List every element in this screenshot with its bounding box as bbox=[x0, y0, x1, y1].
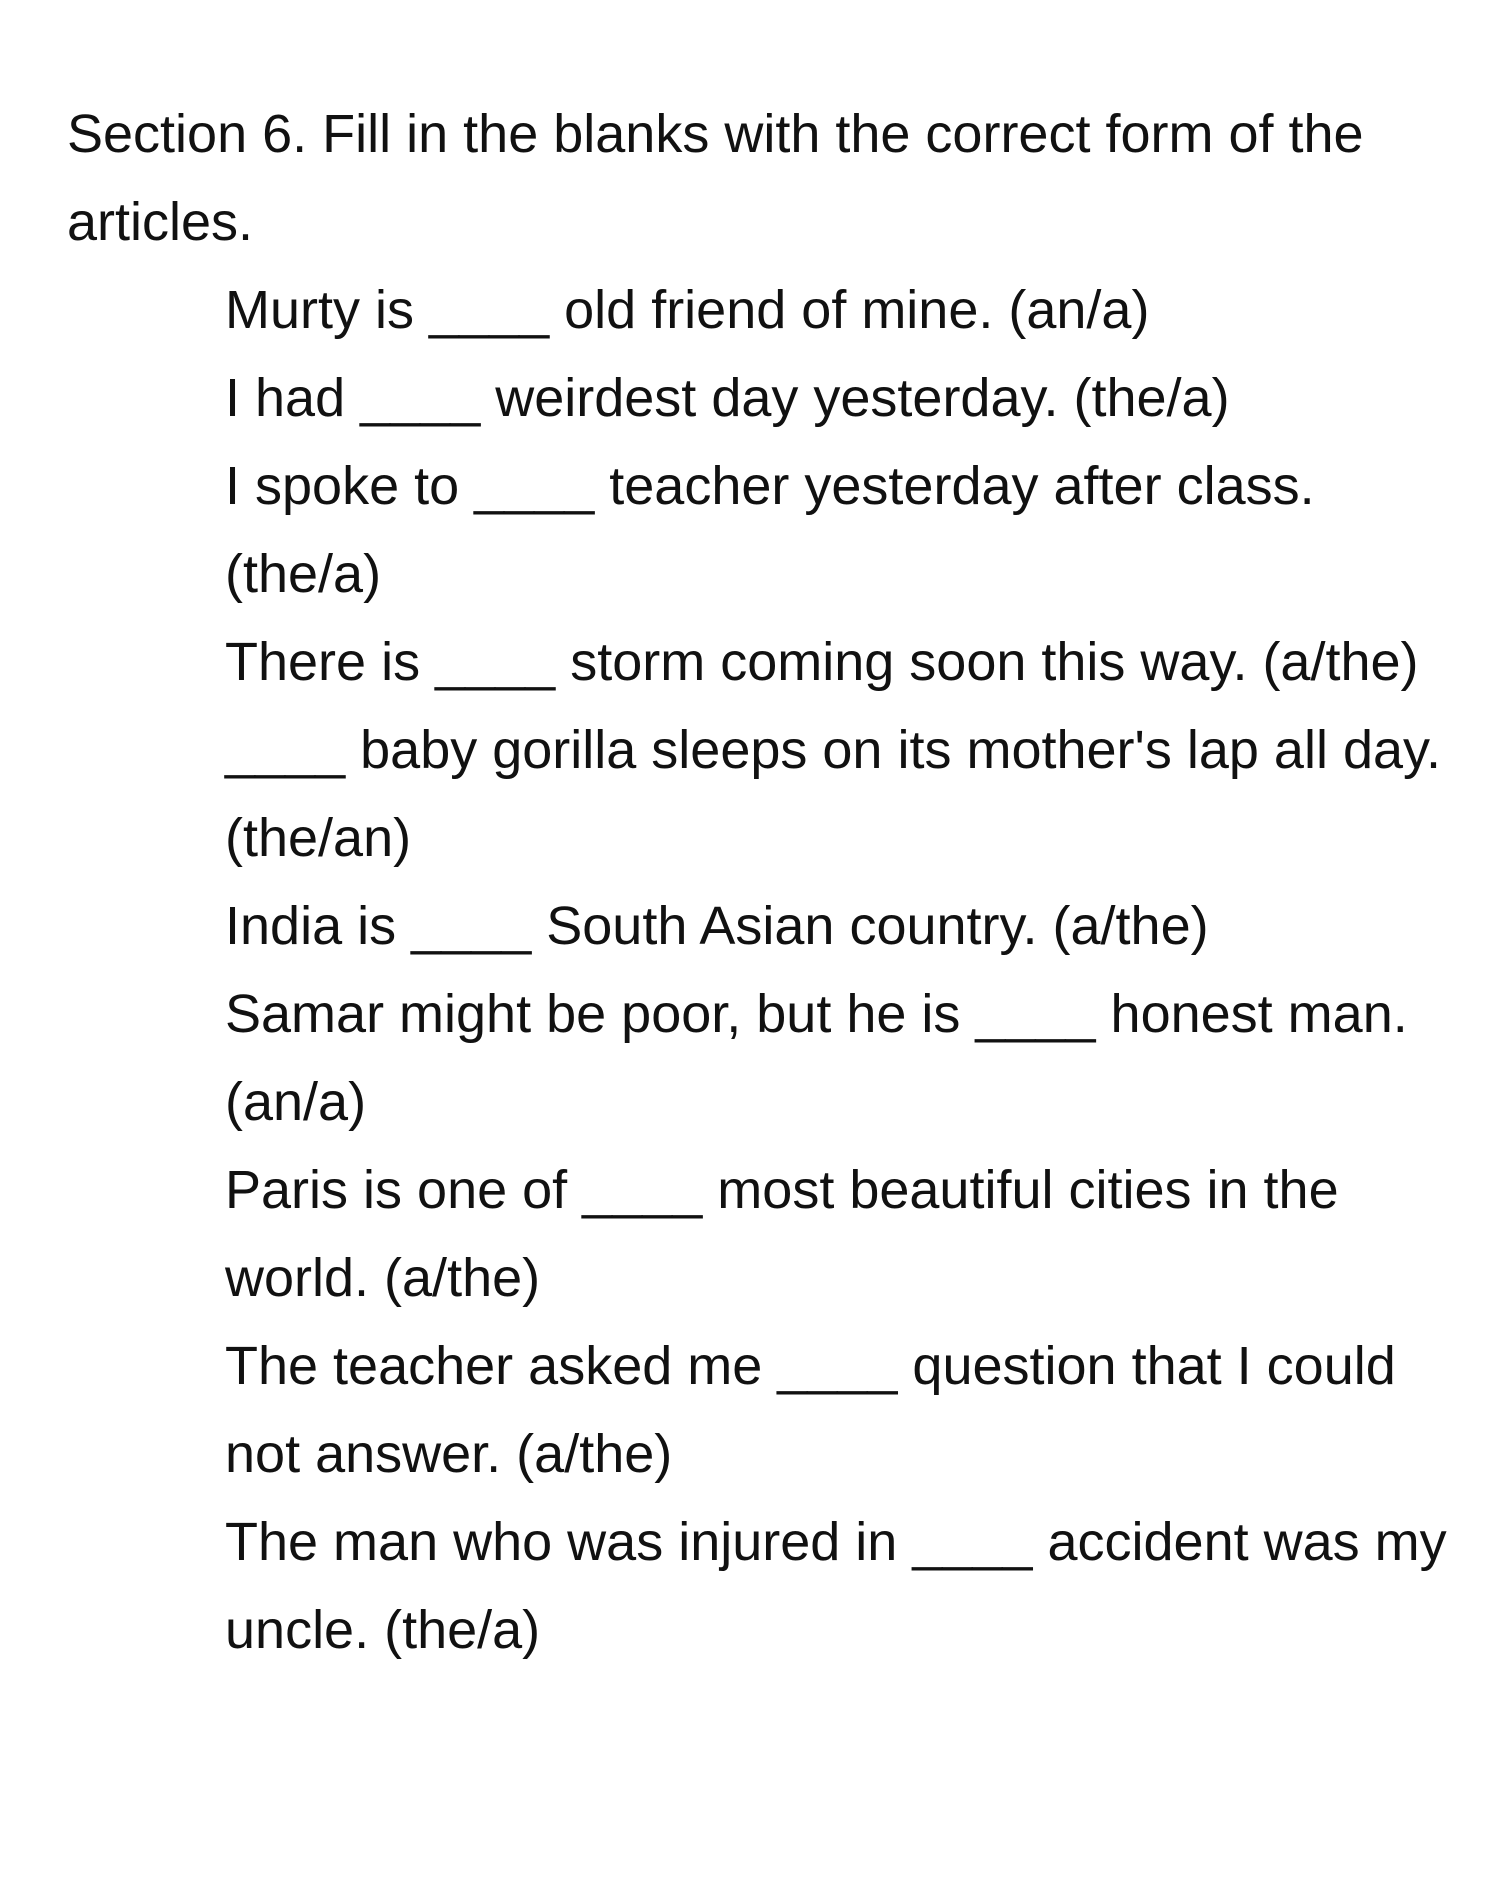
question-item: I had ____ weirdest day yesterday. (the/a) bbox=[225, 368, 1230, 428]
question-item: India is ____ South Asian country. (a/the) bbox=[225, 896, 1209, 956]
question-item: Murty is ____ old friend of mine. (an/a) bbox=[225, 280, 1150, 340]
question-item: The man who was injured in ____ accident was my uncle. (the/a) bbox=[225, 1512, 1447, 1660]
question-list bbox=[67, 266, 1447, 1674]
question-item: I spoke to ____ teacher yesterday after class. (the/a) bbox=[225, 456, 1315, 604]
section-heading: Section 6. Fill in the blanks with the correct form of the articles. bbox=[67, 104, 1364, 252]
question-item: Samar might be poor, but he is ____ honest man. (an/a) bbox=[225, 984, 1408, 1132]
question-item: There is ____ storm coming soon this way. (a/the) bbox=[225, 632, 1419, 692]
question-item: The teacher asked me ____ question that I could not answer. (a/the) bbox=[225, 1336, 1396, 1484]
question-item: ____ baby gorilla sleeps on its mother's lap all day. (the/an) bbox=[225, 720, 1442, 868]
question-item: Paris is one of ____ most beautiful cities in the world. (a/the) bbox=[225, 1160, 1339, 1308]
